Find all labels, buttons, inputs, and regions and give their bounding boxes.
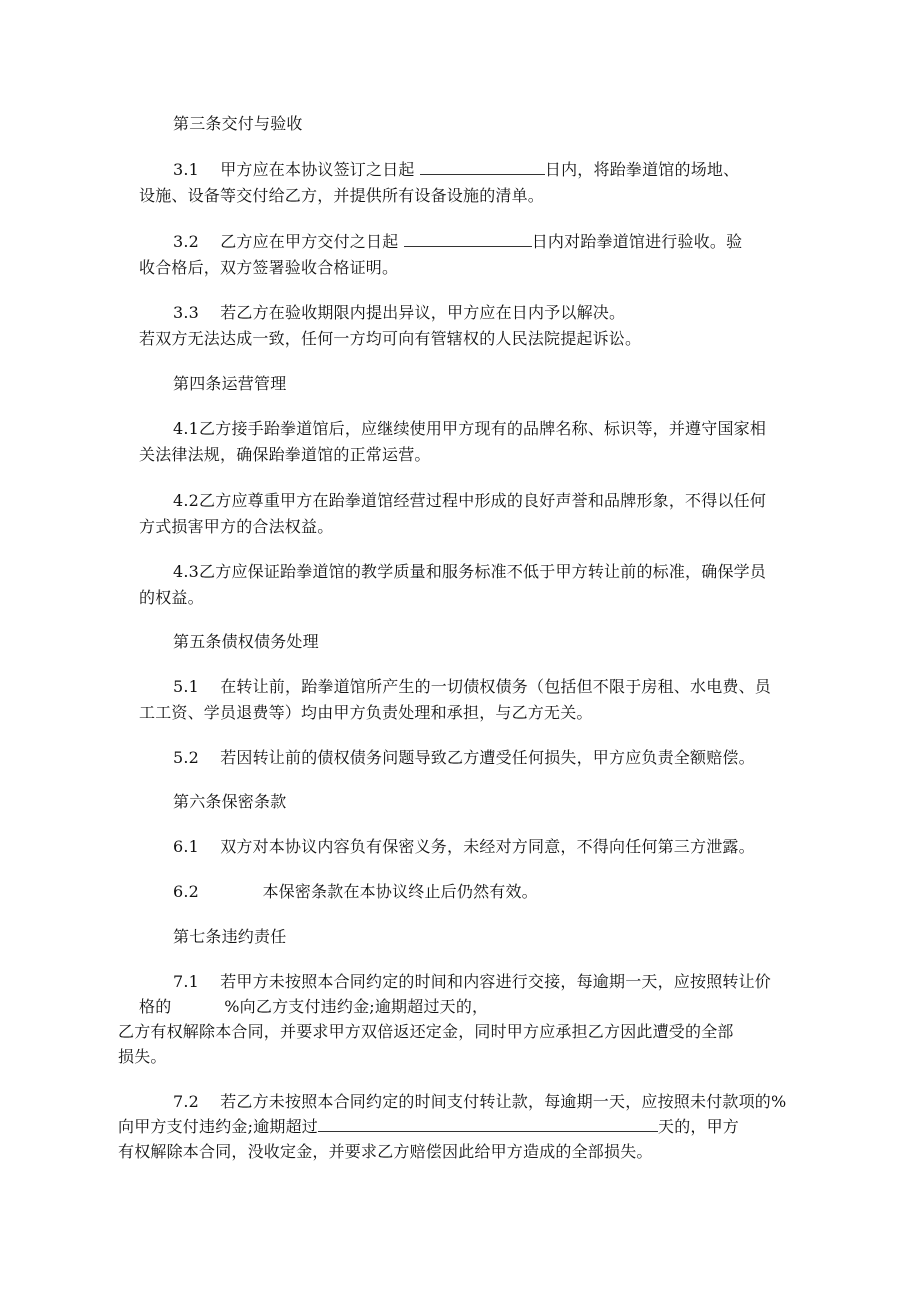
clause-5-2-line-1 [173,748,755,768]
clause-text: 甲方应在本协议签订之日起 [220,160,415,179]
clause-7-2-line-2 [118,1117,739,1137]
clause-7-2-line-3: 有权解除本合同，没收定金，并要求乙方赔偿因此给甲方造成的全部损失。 [118,1142,653,1161]
section-3-heading: 第三条交付与验收 [173,114,303,133]
clause-text: 向甲方支付违约金;逾期超过 [118,1117,318,1136]
clause-3-1-line-2: 设施、设备等交付给乙方，并提供所有设备设施的清单。 [139,186,545,205]
clause-text: 双方对本协议内容负有保密义务，未经对方同意，不得向任何第三方泄露。 [220,837,755,856]
clause-text: 若甲方未按照本合同约定的时间和内容进行交接，每逾期一天，应按照转让价 [220,972,772,991]
clause-number: 3.1 [173,160,200,179]
clause-7-1-line-2 [139,997,488,1017]
clause-text: 若乙方在验收期限内提出异议，甲方应在日内予以解决。 [220,303,626,322]
clause-text: 在转让前，跆拳道馆所产生的一切债权债务（包括但不限于房租、水电费、员 [220,677,772,696]
fill-in-blank [318,1117,658,1132]
clause-text: 日内对跆拳道馆进行验收。验 [531,232,743,251]
section-7-heading: 第七条违约责任 [173,927,287,946]
clause-5-1-line-2: 工工资、学员退费等）均由甲方负责处理和承担，与乙方无关。 [139,703,593,722]
clause-number: 7.1 [173,972,200,991]
clause-3-3-line-1 [173,303,625,323]
clause-3-2-line-2: 收合格后，双方签署验收合格证明。 [139,258,399,277]
clause-text: 若乙方未按照本合同约定的时间支付转让款，每逾期一天，应按照未付款项的% [220,1092,787,1111]
clause-number: 6.1 [173,837,200,856]
clause-4-1-line-2: 关法律法规，确保跆拳道馆的正常运营。 [139,445,431,464]
section-6-heading: 第六条保密条款 [173,792,287,811]
fill-in-blank [420,160,545,175]
clause-4-3-line-1: 4.3乙方应保证跆拳道馆的教学质量和服务标准不低于甲方转让前的标准，确保学员 [173,562,767,581]
clause-text: 格的 [139,997,172,1016]
clause-text: 若因转让前的债权债务问题导致乙方遭受任何损失，甲方应负责全额赔偿。 [220,748,755,767]
clause-3-1-line-1 [173,160,739,180]
section-5-heading: 第五条债权债务处理 [173,632,319,651]
clause-7-1-line-3: 乙方有权解除本合同，并要求甲方双倍返还定金，同时甲方应承担乙方因此遭受的全部 [118,1022,734,1041]
clause-number: 6.2 [173,882,200,901]
fill-in-blank [404,232,532,247]
clause-4-3-line-2: 的权益。 [139,588,204,607]
clause-number: 5.2 [173,748,200,767]
clause-4-1-line-1: 4.1乙方接手跆拳道馆后，应继续使用甲方现有的品牌名称、标识等，并遵守国家相 [173,419,767,438]
clause-4-2-line-1: 4.2乙方应尊重甲方在跆拳道馆经营过程中形成的良好声誉和品牌形象，不得以任何 [173,491,767,510]
clause-4-2-line-2: 方式损害甲方的合法权益。 [139,517,334,536]
clause-number: 3.3 [173,303,200,322]
clause-number: 5.1 [173,677,200,696]
clause-text: 日内，将跆拳道馆的场地、 [544,160,740,179]
clause-6-2-line-1 [173,882,538,902]
clause-text: 本保密条款在本协议终止后仍然有效。 [262,882,538,901]
clause-7-1-line-4: 损失。 [118,1047,167,1066]
clause-text: 乙方应在甲方交付之日起 [220,232,399,251]
clause-3-3-line-2: 若双方无法达成一致，任何一方均可向有管辖权的人民法院提起诉讼。 [139,329,642,348]
clause-7-2-line-1 [173,1092,786,1112]
clause-text: 天的，甲方 [658,1117,740,1136]
clause-5-1-line-1 [173,677,771,697]
clause-text: %向乙方支付违约金;逾期超过天的， [224,997,489,1016]
clause-3-2-line-1 [173,232,742,252]
clause-number: 7.2 [173,1092,200,1111]
clause-number: 3.2 [173,232,200,251]
section-4-heading: 第四条运营管理 [173,374,287,393]
clause-7-1-line-1 [173,972,771,992]
clause-6-1-line-1 [173,837,755,857]
